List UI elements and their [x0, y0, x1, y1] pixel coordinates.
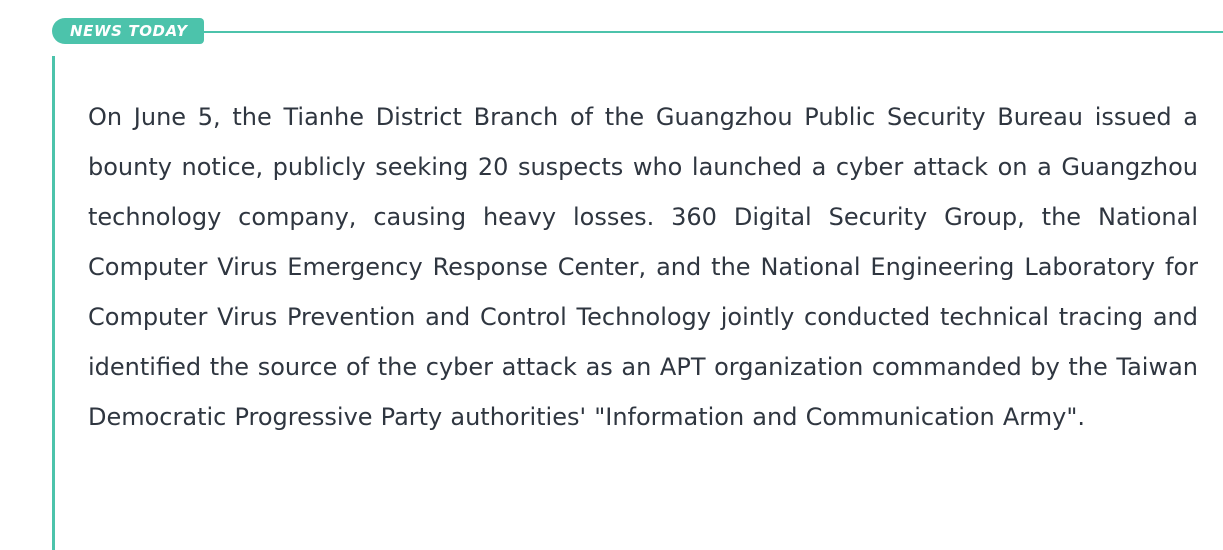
article-paragraph: On June 5, the Tianhe District Branch of the Guangzhou Public Security Bureau issued a bounty notice, publicly seeking 20 suspects who launched a cyber attack on a Guangzhou technology company, causing heavy losses. 360 Digital Security Group, the National Computer Virus Emergency Response Center, and the National Engineering Laboratory for Computer Virus Prevention and Control Technology jointly conducted technical tracing and identified the source of the cyber attack as an APT organization commanded by the Taiwan Democratic Progressive Party authorities' "Information and Communication Army".: [88, 103, 1198, 431]
news-today-badge: NEWS TODAY: [52, 18, 204, 44]
article-header: [0, 18, 1223, 48]
article-body-block: [52, 56, 1223, 550]
header-divider: [190, 31, 1223, 33]
